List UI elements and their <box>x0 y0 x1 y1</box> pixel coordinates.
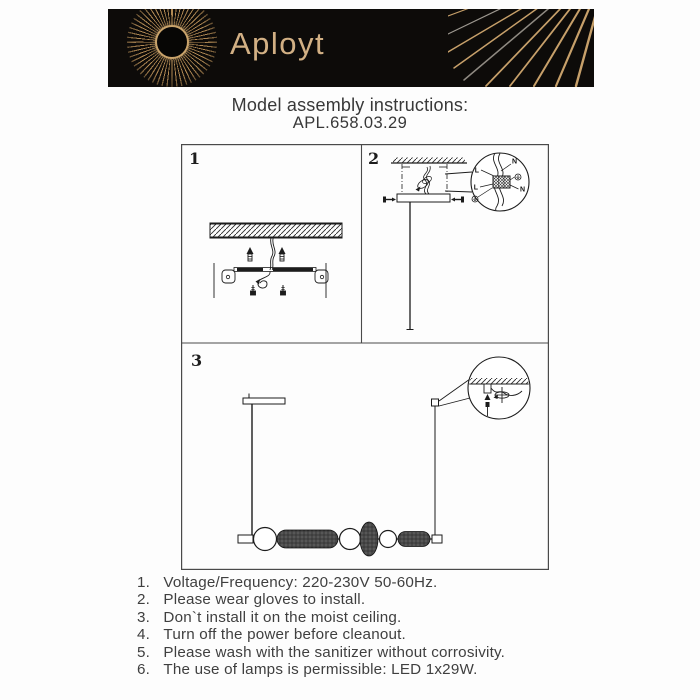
item-text: The use of lamps is permissible: LED 1x29W. <box>163 661 478 679</box>
step-3-label: 3 <box>191 351 203 370</box>
brand-name: Aployt <box>230 26 326 61</box>
screw-icon <box>251 285 256 295</box>
item-text: Don`t install it on the moist ceiling. <box>163 608 402 626</box>
wire-label-live: L <box>473 184 478 192</box>
item-number: 1. <box>137 574 151 591</box>
lamp-diffuser-beads <box>254 522 431 556</box>
item-text: Turn off the power before cleanout. <box>163 626 406 644</box>
sunburst-center-disc <box>155 25 189 59</box>
list-item <box>0 626 700 643</box>
diagram-linework <box>181 144 549 570</box>
item-number: 2. <box>137 591 151 609</box>
list-item <box>0 574 700 591</box>
side-screw-icon <box>383 197 396 203</box>
item-number: 4. <box>137 626 151 644</box>
ray-fan-decoration-icon <box>448 9 594 87</box>
panel3-fixture <box>238 357 530 556</box>
list-item <box>0 661 700 678</box>
side-screw-icon <box>451 197 464 203</box>
wire-label-neutral: N <box>512 158 518 166</box>
mounting-bracket <box>222 268 328 284</box>
list-item <box>0 591 700 608</box>
assembly-diagram <box>181 144 549 570</box>
step-2-label: 2 <box>368 149 380 168</box>
anchor-plug-icon <box>279 247 286 261</box>
panel1-ceiling-mount <box>210 223 342 298</box>
panel2-canopy-wiring <box>383 153 529 330</box>
item-text: Please wash with the sanitizer without corrosivity. <box>163 643 506 661</box>
ceiling-hook-detail-circle <box>468 357 530 419</box>
wire-label-live: L <box>474 167 479 175</box>
list-item <box>0 644 700 661</box>
instruction-list <box>0 574 700 678</box>
anchor-plug-icon <box>247 247 254 261</box>
list-item <box>0 609 700 626</box>
item-number: 3. <box>137 608 151 626</box>
screw-icon <box>281 285 286 295</box>
page-title: Model assembly instructions: <box>231 95 469 115</box>
step-1-label: 1 <box>189 149 201 168</box>
item-text: Please wear gloves to install. <box>163 591 366 609</box>
wire-label-neutral: N <box>520 186 526 194</box>
model-number: APL.658.03.29 <box>292 114 408 132</box>
item-text: Voltage/Frequency: 220-230V 50-60Hz. <box>163 574 438 591</box>
item-number: 5. <box>137 643 151 661</box>
brand-banner <box>108 9 594 87</box>
item-number: 6. <box>137 661 151 679</box>
